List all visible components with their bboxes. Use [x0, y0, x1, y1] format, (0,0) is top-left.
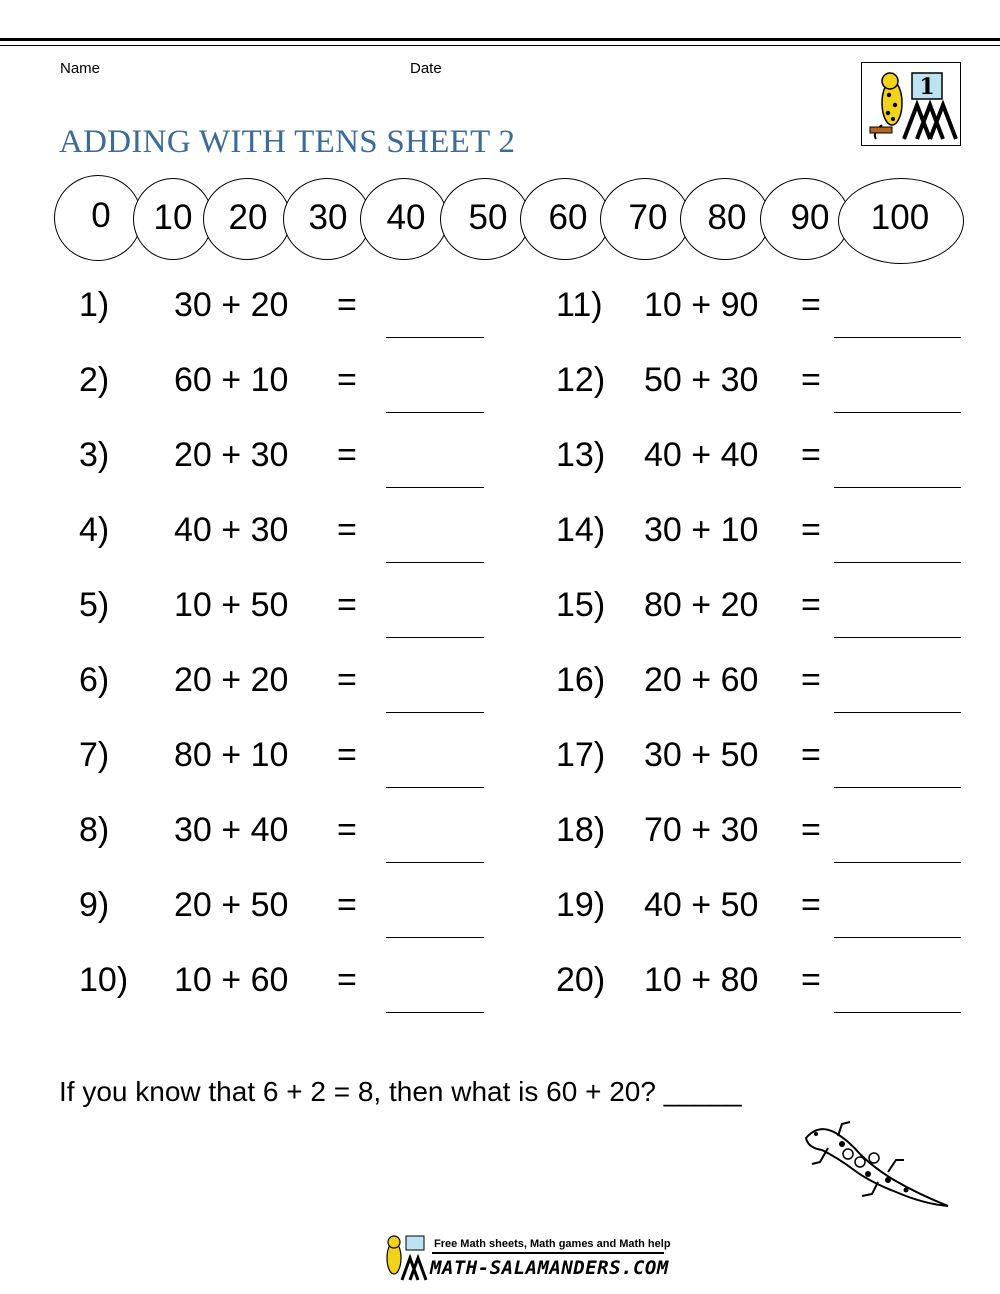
equals-sign: =: [337, 511, 357, 549]
answer-blank[interactable]: [386, 637, 484, 638]
number-line-value: 60: [548, 198, 588, 237]
equals-sign: =: [801, 436, 821, 474]
number-line-value: 100: [870, 198, 930, 237]
problem-expression: 20 + 60: [644, 661, 759, 699]
salamander-logo-icon: [862, 63, 959, 144]
problem-row: [556, 361, 1000, 421]
equals-sign: =: [801, 811, 821, 849]
problem-expression: 20 + 20: [174, 661, 289, 699]
problem-expression: 10 + 60: [174, 961, 289, 999]
problem-row: [79, 886, 549, 946]
problem-number: 3): [79, 436, 110, 474]
footer-logo-icon: [380, 1232, 430, 1282]
problem-number: 13): [556, 436, 606, 474]
answer-blank[interactable]: [386, 1012, 484, 1013]
equals-sign: =: [801, 361, 821, 399]
answer-blank[interactable]: [834, 862, 961, 863]
grade-logo: [861, 62, 961, 146]
equals-sign: =: [801, 736, 821, 774]
problem-row: [79, 811, 549, 871]
problem-row: [79, 511, 549, 571]
problem-number: 7): [79, 736, 110, 774]
number-line-value: 80: [707, 198, 747, 237]
problem-expression: 80 + 20: [644, 586, 759, 624]
number-line-value: 10: [153, 198, 193, 237]
problem-row: [556, 811, 1000, 871]
answer-blank[interactable]: [834, 412, 961, 413]
problem-expression: 10 + 50: [174, 586, 289, 624]
answer-blank[interactable]: [834, 787, 961, 788]
problem-row: [79, 436, 549, 496]
problem-row: [556, 961, 1000, 1021]
equals-sign: =: [337, 886, 357, 924]
problem-expression: 10 + 80: [644, 961, 759, 999]
number-line-value: 70: [628, 198, 668, 237]
number-line-value: 30: [308, 198, 348, 237]
problem-number: 12): [556, 361, 606, 399]
problem-expression: 40 + 30: [174, 511, 289, 549]
footer-rule: [432, 1252, 664, 1254]
answer-blank[interactable]: [834, 712, 961, 713]
problem-number: 18): [556, 811, 606, 849]
problem-expression: 60 + 10: [174, 361, 289, 399]
problem-row: [79, 736, 549, 796]
problem-expression: 30 + 40: [174, 811, 289, 849]
problem-number: 20): [556, 961, 606, 999]
problem-expression: 40 + 40: [644, 436, 759, 474]
problem-row: [556, 661, 1000, 721]
answer-blank[interactable]: [386, 862, 484, 863]
problem-expression: 30 + 10: [644, 511, 759, 549]
number-line-value: 50: [468, 198, 508, 237]
equals-sign: =: [801, 886, 821, 924]
answer-blank[interactable]: [834, 337, 961, 338]
problem-expression: 10 + 90: [644, 286, 759, 324]
equals-sign: =: [801, 511, 821, 549]
answer-blank[interactable]: [834, 487, 961, 488]
problem-row: [556, 886, 1000, 946]
page-title: ADDING WITH TENS SHEET 2: [59, 124, 516, 160]
problem-row: [79, 961, 549, 1021]
problem-number: 19): [556, 886, 606, 924]
equals-sign: =: [801, 286, 821, 324]
answer-blank[interactable]: [386, 712, 484, 713]
name-label: Name: [60, 60, 101, 77]
equals-sign: =: [337, 811, 357, 849]
equals-sign: =: [337, 361, 357, 399]
problem-number: 1): [79, 286, 110, 324]
answer-blank[interactable]: [386, 412, 484, 413]
problem-number: 2): [79, 361, 110, 399]
answer-blank[interactable]: [834, 562, 961, 563]
equals-sign: =: [801, 586, 821, 624]
problem-number: 10): [79, 961, 129, 999]
problem-number: 16): [556, 661, 606, 699]
answer-blank[interactable]: [386, 562, 484, 563]
grade-badge-text: 1: [919, 74, 935, 100]
problem-expression: 20 + 30: [174, 436, 289, 474]
problem-row: [79, 286, 549, 346]
problem-expression: 50 + 30: [644, 361, 759, 399]
problem-expression: 30 + 50: [644, 736, 759, 774]
problem-expression: 40 + 50: [644, 886, 759, 924]
equals-sign: =: [337, 961, 357, 999]
answer-blank[interactable]: [386, 937, 484, 938]
number-line-value: 40: [386, 198, 426, 237]
equals-sign: =: [337, 661, 357, 699]
footer-tagline: Free Math sheets, Math games and Math help: [434, 1238, 671, 1250]
problem-expression: 30 + 20: [174, 286, 289, 324]
problem-number: 5): [79, 586, 110, 624]
problem-row: [556, 436, 1000, 496]
answer-blank[interactable]: [386, 337, 484, 338]
equals-sign: =: [337, 436, 357, 474]
salamander-icon: [798, 1118, 958, 1218]
problem-row: [556, 736, 1000, 796]
answer-blank[interactable]: [834, 937, 961, 938]
problem-number: 11): [556, 286, 603, 324]
footer-url-link[interactable]: MATH-SALAMANDERS.COM: [430, 1257, 669, 1279]
number-line-value: 90: [790, 198, 830, 237]
number-line-value: 0: [91, 196, 111, 235]
problem-number: 14): [556, 511, 606, 549]
problem-expression: 80 + 10: [174, 736, 289, 774]
problem-number: 17): [556, 736, 606, 774]
problem-row: [556, 586, 1000, 646]
equals-sign: =: [337, 286, 357, 324]
answer-blank[interactable]: [386, 487, 484, 488]
equals-sign: =: [801, 961, 821, 999]
problem-row: [556, 511, 1000, 571]
answer-blank[interactable]: [834, 1012, 961, 1013]
bonus-question: If you know that 6 + 2 = 8, then what is 60 + 20? _____: [59, 1076, 742, 1107]
problem-number: 8): [79, 811, 110, 849]
answer-blank[interactable]: [386, 787, 484, 788]
problem-row: [79, 586, 549, 646]
problem-number: 15): [556, 586, 606, 624]
equals-sign: =: [337, 586, 357, 624]
answer-blank[interactable]: [834, 637, 961, 638]
problem-row: [79, 661, 549, 721]
number-line-value: 20: [228, 198, 268, 237]
top-rule: [0, 38, 1000, 46]
problem-number: 4): [79, 511, 110, 549]
problem-expression: 70 + 30: [644, 811, 759, 849]
problem-row: [79, 361, 549, 421]
equals-sign: =: [337, 736, 357, 774]
problem-number: 9): [79, 886, 110, 924]
problem-number: 6): [79, 661, 110, 699]
date-label: Date: [410, 60, 442, 77]
equals-sign: =: [801, 661, 821, 699]
problem-expression: 20 + 50: [174, 886, 289, 924]
problem-row: [556, 286, 1000, 346]
